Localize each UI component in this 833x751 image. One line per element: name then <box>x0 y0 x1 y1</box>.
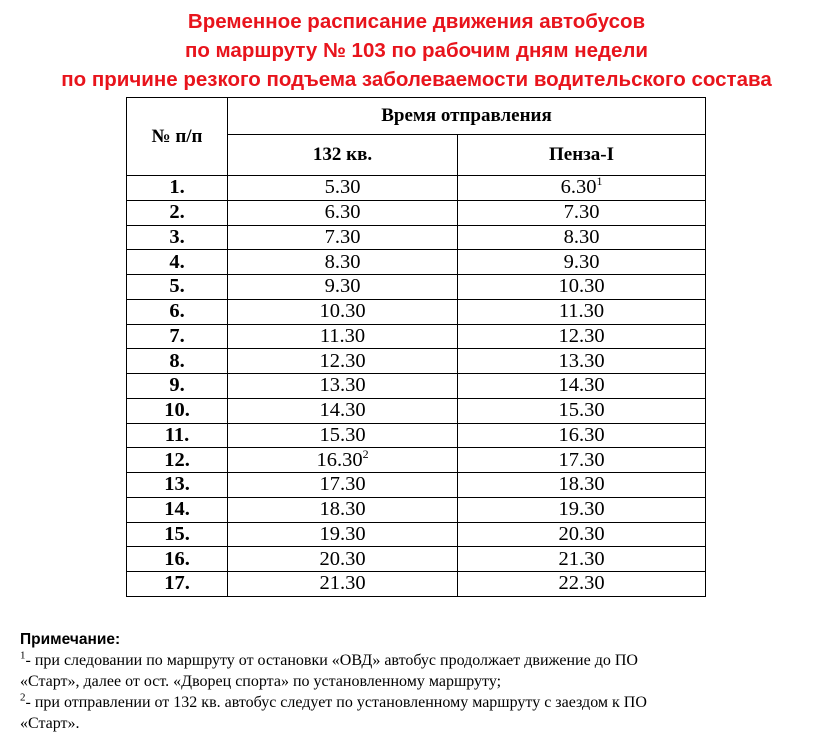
departure-132kv <box>228 225 458 250</box>
departure-penza-1 <box>458 324 706 349</box>
row-number: 9. <box>127 374 228 399</box>
table-row <box>127 423 706 448</box>
departure-time: 5.30 <box>324 176 361 199</box>
note-2-line-1 <box>20 692 820 713</box>
departure-132kv <box>228 299 458 324</box>
departure-time: 20.30 <box>558 522 605 545</box>
table-row <box>127 497 706 522</box>
table-row <box>127 225 706 250</box>
departure-penza-1 <box>458 473 706 498</box>
departure-time: 8.30 <box>324 250 361 273</box>
departure-penza-1 <box>458 176 706 201</box>
departure-132kv <box>228 497 458 522</box>
departure-penza-1 <box>458 349 706 374</box>
note-2-text: - при отправлении от 132 кв. автобус следует по установленному маршруту с заездом к ПО <box>25 694 647 711</box>
departure-penza-1 <box>458 299 706 324</box>
note-1-line-2: «Старт», далее от ост. «Дворец спорта» по установленному маршруту; <box>20 673 502 690</box>
departure-time: 6.30 <box>560 176 597 199</box>
departure-time: 18.30 <box>558 473 605 496</box>
departure-time: 9.30 <box>324 275 361 298</box>
row-number: 13. <box>127 473 228 498</box>
row-number: 15. <box>127 522 228 547</box>
departure-penza-1 <box>458 374 706 399</box>
departure-132kv <box>228 448 458 473</box>
table-row <box>127 176 706 201</box>
schedule-body <box>127 176 706 597</box>
table-row <box>127 275 706 300</box>
departure-132kv <box>228 398 458 423</box>
departure-132kv <box>228 324 458 349</box>
table-row <box>127 200 706 225</box>
departure-time: 14.30 <box>319 399 366 422</box>
departure-penza-1 <box>458 423 706 448</box>
footnote-mark: 1 <box>596 174 603 189</box>
departure-132kv <box>228 473 458 498</box>
departure-time: 11.30 <box>319 324 366 347</box>
departure-132kv <box>228 200 458 225</box>
departure-time: 20.30 <box>319 547 366 570</box>
note-1-text: - при следовании по маршруту от остановки «ОВД» автобус продолжает движение до ПО <box>25 652 638 669</box>
departure-penza-1 <box>458 522 706 547</box>
departure-penza-1 <box>458 572 706 597</box>
departure-penza-1 <box>458 497 706 522</box>
notes-heading: Примечание: <box>20 631 121 648</box>
departure-time: 13.30 <box>319 374 366 397</box>
table-row <box>127 374 706 399</box>
row-number: 12. <box>127 448 228 473</box>
note-2-line-2: «Старт». <box>20 715 80 732</box>
table-row <box>127 349 706 374</box>
departure-time: 15.30 <box>558 399 605 422</box>
departure-penza-1 <box>458 398 706 423</box>
departure-132kv <box>228 547 458 572</box>
departure-penza-1 <box>458 547 706 572</box>
departure-time: 12.30 <box>558 324 605 347</box>
table-row <box>127 473 706 498</box>
table-row <box>127 522 706 547</box>
row-number: 16. <box>127 547 228 572</box>
row-number: 4. <box>127 250 228 275</box>
departure-132kv <box>228 423 458 448</box>
row-number: 7. <box>127 324 228 349</box>
note-2-mark: 2 <box>20 691 26 704</box>
departure-time: 10.30 <box>558 275 605 298</box>
departure-time: 9.30 <box>563 250 600 273</box>
departure-time: 8.30 <box>563 225 600 248</box>
departure-132kv <box>228 250 458 275</box>
row-number: 2. <box>127 200 228 225</box>
departure-penza-1 <box>458 200 706 225</box>
departure-time: 10.30 <box>319 300 366 323</box>
departure-132kv <box>228 522 458 547</box>
title-line-2: по маршруту № 103 по рабочим дням недели <box>184 39 649 62</box>
departure-time: 19.30 <box>558 498 605 521</box>
header-stop-132kv: 132 кв. <box>228 135 458 176</box>
row-number: 10. <box>127 398 228 423</box>
departure-time: 16.30 <box>558 423 605 446</box>
schedule-table <box>126 97 706 597</box>
departure-penza-1 <box>458 275 706 300</box>
departure-time: 11.30 <box>558 300 605 323</box>
table-row <box>127 324 706 349</box>
departure-time: 12.30 <box>319 349 366 372</box>
departure-time: 13.30 <box>558 349 605 372</box>
departure-penza-1 <box>458 250 706 275</box>
row-number: 8. <box>127 349 228 374</box>
row-number: 3. <box>127 225 228 250</box>
departure-132kv <box>228 275 458 300</box>
departure-132kv <box>228 374 458 399</box>
row-number: 1. <box>127 176 228 201</box>
row-number: 6. <box>127 299 228 324</box>
departure-time: 21.30 <box>558 547 605 570</box>
note-1-mark: 1 <box>20 649 26 662</box>
departure-132kv <box>228 349 458 374</box>
departure-132kv <box>228 176 458 201</box>
header-stop-penza-1: Пенза-I <box>458 135 706 176</box>
departure-time: 21.30 <box>319 572 366 595</box>
table-row <box>127 398 706 423</box>
departure-time: 17.30 <box>558 448 605 471</box>
table-row <box>127 448 706 473</box>
departure-penza-1 <box>458 448 706 473</box>
notes-section <box>20 629 820 734</box>
departure-time: 16.30 <box>316 448 363 471</box>
departure-time: 7.30 <box>563 201 600 224</box>
table-row <box>127 250 706 275</box>
row-number: 14. <box>127 497 228 522</box>
departure-time: 6.30 <box>324 201 361 224</box>
table-row <box>127 547 706 572</box>
table-row <box>127 299 706 324</box>
departure-time: 14.30 <box>558 374 605 397</box>
note-1-line-1 <box>20 650 820 671</box>
footnote-mark: 2 <box>362 446 369 461</box>
table-row <box>127 572 706 597</box>
departure-time: 15.30 <box>319 423 366 446</box>
schedule-title <box>0 7 833 94</box>
departure-time: 7.30 <box>324 225 361 248</box>
title-line-1: Временное расписание движения автобусов <box>187 10 646 33</box>
departure-132kv <box>228 572 458 597</box>
row-number: 5. <box>127 275 228 300</box>
departure-time: 17.30 <box>319 473 366 496</box>
departure-time: 19.30 <box>319 522 366 545</box>
header-row-number: № п/п <box>127 98 228 176</box>
departure-penza-1 <box>458 225 706 250</box>
row-number: 17. <box>127 572 228 597</box>
header-departure-time: Время отправления <box>228 98 706 135</box>
row-number: 11. <box>127 423 228 448</box>
departure-time: 18.30 <box>319 498 366 521</box>
departure-time: 22.30 <box>558 572 605 595</box>
title-line-3: по причине резкого подъема заболеваемости водительского состава <box>61 68 772 91</box>
